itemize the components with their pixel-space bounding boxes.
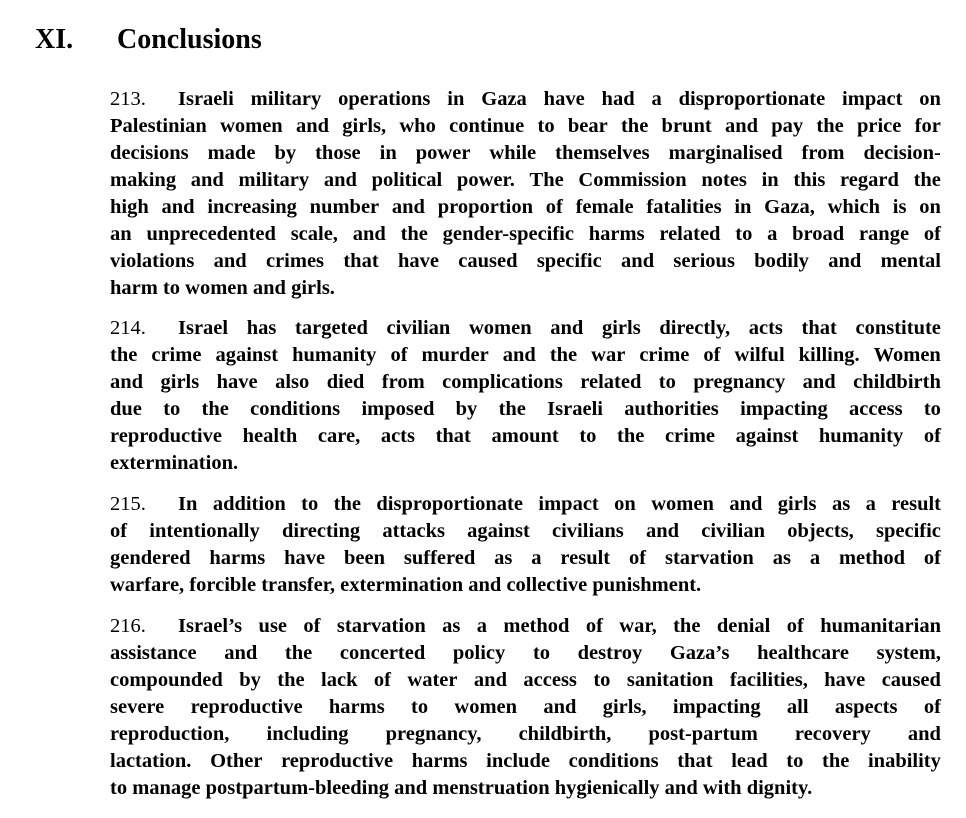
- word: facilities,: [729, 669, 808, 691]
- lead-word: [110, 613, 242, 640]
- word: broad: [792, 223, 845, 245]
- word: that: [435, 425, 471, 447]
- word: bear: [567, 115, 608, 137]
- word: specific: [536, 250, 602, 272]
- word: related: [580, 371, 642, 393]
- paragraph-line: [110, 694, 941, 721]
- paragraph-215: [110, 491, 941, 599]
- word: the: [277, 669, 305, 691]
- word: themselves: [555, 142, 650, 164]
- word: the: [549, 344, 578, 366]
- word: compounded: [110, 669, 223, 691]
- word: have: [543, 88, 585, 110]
- word: lactation.: [110, 750, 192, 772]
- word: to: [532, 642, 551, 664]
- word: of: [390, 344, 408, 366]
- word: harms: [328, 696, 385, 718]
- word: reproductive: [110, 425, 222, 447]
- word: impacting: [740, 398, 828, 420]
- word: to: [786, 750, 804, 772]
- word: unprecedented: [146, 223, 276, 245]
- word: the: [673, 615, 701, 637]
- word: result: [891, 493, 941, 515]
- word: a: [476, 615, 487, 637]
- word: making: [110, 169, 177, 191]
- line-text: warfare, forcible transfer, extermination and collective punishment.: [110, 574, 702, 596]
- lead-word: [110, 315, 228, 342]
- word: imposed: [361, 398, 435, 420]
- word: healthcare: [757, 642, 849, 664]
- word: had: [601, 88, 635, 110]
- word: of: [585, 615, 603, 637]
- word: girls: [601, 317, 641, 339]
- word: reproduction,: [110, 723, 230, 745]
- word: access: [523, 669, 577, 691]
- word: to: [163, 398, 181, 420]
- word: of: [923, 547, 941, 569]
- word: amount: [491, 425, 559, 447]
- word: reproductive: [281, 750, 394, 772]
- word: attacks: [382, 520, 445, 542]
- paragraph-number: 214.: [110, 317, 146, 339]
- word: disproportionate: [678, 88, 826, 110]
- word: girls: [777, 493, 817, 515]
- word: on: [919, 88, 941, 110]
- paragraph-line: [110, 545, 941, 572]
- word: water: [407, 669, 458, 691]
- word: Israeli: [178, 88, 234, 110]
- word: and: [224, 642, 258, 664]
- word: that: [677, 750, 713, 772]
- word: gendered: [110, 547, 191, 569]
- word: including: [266, 723, 349, 745]
- paragraph-line: [110, 450, 941, 477]
- word: Gaza,: [764, 196, 815, 218]
- word: have: [284, 547, 326, 569]
- paragraph-line: [110, 423, 941, 450]
- word: girls: [160, 371, 200, 393]
- word: The: [529, 169, 564, 191]
- paragraph-line: [110, 86, 941, 113]
- word: conditions: [568, 750, 659, 772]
- word: regard: [840, 169, 899, 191]
- paragraph-line: [110, 491, 941, 518]
- word: and: [802, 371, 836, 393]
- word: against: [467, 520, 530, 542]
- word: political: [371, 169, 443, 191]
- word: gender-specific: [442, 223, 574, 245]
- paragraph-number: 216.: [110, 615, 146, 637]
- word: wilful: [734, 344, 785, 366]
- word: concerted: [339, 642, 426, 664]
- paragraph-line: [110, 315, 941, 342]
- word: the: [400, 223, 428, 245]
- word: to: [735, 223, 753, 245]
- word: Israeli: [547, 398, 603, 420]
- word: targeted: [295, 317, 368, 339]
- paragraph-line: [110, 775, 941, 802]
- word: decision-: [863, 142, 941, 164]
- word: civilian: [701, 520, 766, 542]
- paragraph-line: [110, 140, 941, 167]
- word: of: [923, 425, 941, 447]
- word: against: [735, 425, 799, 447]
- word: In: [178, 493, 198, 515]
- word: crime: [639, 344, 690, 366]
- word: crime: [151, 344, 202, 366]
- word: and: [161, 196, 195, 218]
- word: the: [284, 642, 313, 664]
- word: system,: [876, 642, 941, 664]
- word: this: [793, 169, 826, 191]
- word: is: [892, 196, 907, 218]
- paragraph-line: [110, 113, 941, 140]
- word: lead: [731, 750, 768, 772]
- paragraph-216: [110, 613, 941, 802]
- word: scale,: [290, 223, 338, 245]
- word: by: [239, 669, 261, 691]
- word: caused: [458, 250, 518, 272]
- word: and: [352, 223, 386, 245]
- word: decisions: [110, 142, 189, 164]
- word: and: [323, 169, 357, 191]
- word: to: [579, 425, 597, 447]
- word: acts: [748, 317, 783, 339]
- word: of: [786, 615, 804, 637]
- word: power: [415, 142, 471, 164]
- paragraph-213: [110, 86, 941, 302]
- word: power.: [456, 169, 515, 191]
- word: related: [659, 223, 721, 245]
- word: of: [923, 223, 941, 245]
- word: harms: [209, 547, 266, 569]
- word: to: [658, 371, 676, 393]
- word: of: [545, 196, 563, 218]
- word: a: [809, 547, 821, 569]
- word: humanitarian: [820, 615, 941, 637]
- word: care,: [317, 425, 361, 447]
- word: and: [295, 115, 330, 137]
- word: harms: [411, 750, 468, 772]
- word: addition: [212, 493, 286, 515]
- word: the: [620, 115, 649, 137]
- word: in: [447, 88, 465, 110]
- word: starvation: [664, 547, 754, 569]
- section-title: Conclusions: [117, 24, 262, 55]
- word: the: [816, 115, 844, 137]
- section-number: XI.: [35, 24, 74, 55]
- word: and: [190, 169, 224, 191]
- word: acts: [380, 425, 415, 447]
- paragraph-line: [110, 396, 941, 423]
- word: and: [473, 669, 507, 691]
- word: and: [621, 250, 655, 272]
- word: and: [213, 250, 247, 272]
- word: of: [629, 547, 647, 569]
- word: policy: [452, 642, 506, 664]
- word: that: [343, 250, 379, 272]
- word: to: [301, 493, 319, 515]
- word: fatalities: [646, 196, 722, 218]
- word: as: [494, 547, 513, 569]
- word: Gaza’s: [669, 642, 730, 664]
- word: as: [442, 615, 461, 637]
- word: Israel’s: [178, 615, 243, 637]
- word: and: [828, 250, 862, 272]
- word: civilian: [386, 317, 451, 339]
- paragraph-line: [110, 194, 941, 221]
- word: Commission: [578, 169, 687, 191]
- word: health: [242, 425, 298, 447]
- word: caused: [881, 669, 941, 691]
- word: that: [801, 317, 837, 339]
- word: impact: [538, 493, 599, 515]
- word: by: [455, 398, 478, 420]
- word: constitute: [855, 317, 941, 339]
- word: a: [651, 88, 662, 110]
- word: women: [651, 493, 714, 515]
- word: denial: [716, 615, 771, 637]
- word: impacting: [672, 696, 761, 718]
- word: destroy: [577, 642, 643, 664]
- paragraph-214: [110, 315, 941, 477]
- word: while: [489, 142, 537, 164]
- paragraph-line: [110, 221, 941, 248]
- word: have: [824, 669, 866, 691]
- word: humanity: [292, 344, 377, 366]
- word: women: [468, 317, 532, 339]
- word: Palestinian: [110, 115, 207, 137]
- paragraph-number: 215.: [110, 493, 146, 515]
- word: has: [246, 317, 277, 339]
- word: and: [729, 493, 763, 515]
- word: due: [110, 398, 142, 420]
- word: all: [786, 696, 809, 718]
- word: those: [315, 142, 361, 164]
- word: the: [110, 344, 138, 366]
- word: and: [724, 115, 758, 137]
- word: method: [838, 547, 906, 569]
- word: murder: [421, 344, 489, 366]
- line-text: extermination.: [110, 452, 239, 474]
- word: notes: [701, 169, 747, 191]
- word: Israel: [178, 317, 229, 339]
- word: post-partum: [648, 723, 758, 745]
- word: crimes: [265, 250, 325, 272]
- word: died: [326, 371, 365, 393]
- word: war: [591, 344, 626, 366]
- word: violations: [110, 250, 195, 272]
- word: specific: [876, 520, 941, 542]
- word: female: [575, 196, 634, 218]
- word: method: [503, 615, 570, 637]
- word: marginalised: [668, 142, 783, 164]
- word: girls,: [342, 115, 387, 137]
- word: humanity: [818, 425, 904, 447]
- word: a: [865, 493, 876, 515]
- paragraph-line: [110, 613, 941, 640]
- word: price: [856, 115, 902, 137]
- word: sanitation: [626, 669, 714, 691]
- word: starvation: [336, 615, 426, 637]
- word: include: [486, 750, 550, 772]
- word: in: [379, 142, 397, 164]
- word: to: [593, 669, 611, 691]
- word: civilians: [552, 520, 624, 542]
- word: girls,: [602, 696, 647, 718]
- word: in: [734, 196, 752, 218]
- word: Other: [210, 750, 263, 772]
- word: as: [831, 493, 851, 515]
- word: a: [767, 223, 778, 245]
- word: childbirth,: [518, 723, 612, 745]
- word: complications: [442, 371, 563, 393]
- word: and: [645, 520, 680, 542]
- word: disproportionate: [376, 493, 523, 515]
- word: to: [923, 398, 941, 420]
- word: who: [399, 115, 436, 137]
- paragraph-line: [110, 640, 941, 667]
- word: harms: [588, 223, 645, 245]
- line-text: harm to women and girls.: [110, 277, 335, 299]
- word: have: [397, 250, 439, 272]
- word: of: [373, 669, 391, 691]
- word: high: [110, 196, 149, 218]
- word: from: [381, 371, 425, 393]
- word: military: [238, 169, 310, 191]
- word: range: [858, 223, 910, 245]
- word: the: [498, 398, 526, 420]
- word: use: [258, 615, 288, 637]
- word: for: [914, 115, 941, 137]
- paragraph-line: [110, 167, 941, 194]
- word: on: [919, 196, 941, 218]
- word: the: [617, 425, 645, 447]
- word: on: [614, 493, 636, 515]
- word: assistance: [110, 642, 197, 664]
- word: of: [110, 520, 128, 542]
- word: operations: [338, 88, 431, 110]
- word: and: [110, 371, 144, 393]
- paragraph-line: [110, 721, 941, 748]
- paragraph-line: [110, 518, 941, 545]
- word: an: [110, 223, 132, 245]
- word: the: [333, 493, 361, 515]
- paragraph-number: 213.: [110, 88, 146, 110]
- section-heading: [35, 22, 262, 58]
- lead-word: [110, 491, 197, 518]
- lead-word: [110, 86, 234, 113]
- word: intentionally: [149, 520, 260, 542]
- word: suffered: [403, 547, 476, 569]
- word: in: [761, 169, 779, 191]
- paragraph-line: [110, 342, 941, 369]
- word: and: [907, 723, 941, 745]
- word: by: [274, 142, 297, 164]
- word: and: [543, 696, 577, 718]
- word: pregnancy,: [385, 723, 482, 745]
- word: to: [537, 115, 555, 137]
- word: lack: [321, 669, 358, 691]
- word: women: [220, 115, 283, 137]
- word: result: [560, 547, 611, 569]
- word: Women: [873, 344, 941, 366]
- paragraph-line: [110, 667, 941, 694]
- word: have: [216, 371, 258, 393]
- paragraph-line: [110, 275, 941, 302]
- word: childbirth: [853, 371, 941, 393]
- word: mental: [880, 250, 941, 272]
- word: of: [303, 615, 321, 637]
- paragraph-line: [110, 248, 941, 275]
- word: directing: [281, 520, 361, 542]
- word: recovery: [794, 723, 871, 745]
- word: number: [309, 196, 380, 218]
- word: a: [531, 547, 542, 569]
- word: war,: [619, 615, 657, 637]
- word: directly,: [659, 317, 731, 339]
- word: brunt: [661, 115, 712, 137]
- word: the: [201, 398, 229, 420]
- word: of: [923, 696, 941, 718]
- word: Gaza: [481, 88, 527, 110]
- word: objects,: [787, 520, 854, 542]
- paragraph-line: [110, 748, 941, 775]
- word: which: [827, 196, 880, 218]
- word: women: [454, 696, 518, 718]
- word: crime: [664, 425, 716, 447]
- paragraph-line: [110, 369, 941, 396]
- word: made: [207, 142, 256, 164]
- word: killing.: [798, 344, 860, 366]
- word: and: [502, 344, 536, 366]
- word: pay: [771, 115, 804, 137]
- word: severe: [110, 696, 165, 718]
- word: bodily: [754, 250, 809, 272]
- word: the: [913, 169, 941, 191]
- word: aspects: [834, 696, 898, 718]
- line-text: to manage postpartum-bleeding and menstruation hygienically and with dignity.: [110, 777, 813, 799]
- word: also: [275, 371, 310, 393]
- word: of: [703, 344, 721, 366]
- word: conditions: [250, 398, 341, 420]
- word: impact: [842, 88, 903, 110]
- word: and: [550, 317, 584, 339]
- word: access: [849, 398, 903, 420]
- word: reproductive: [190, 696, 303, 718]
- word: been: [343, 547, 385, 569]
- word: the: [822, 750, 850, 772]
- word: increasing: [207, 196, 297, 218]
- word: and: [391, 196, 425, 218]
- word: serious: [673, 250, 735, 272]
- word: to: [411, 696, 429, 718]
- paragraph-line: [110, 572, 941, 599]
- word: as: [772, 547, 791, 569]
- word: inability: [867, 750, 941, 772]
- word: pregnancy: [693, 371, 786, 393]
- word: continue: [449, 115, 525, 137]
- word: military: [250, 88, 322, 110]
- word: proportion: [437, 196, 534, 218]
- word: authorities: [624, 398, 719, 420]
- word: from: [801, 142, 845, 164]
- word: against: [215, 344, 279, 366]
